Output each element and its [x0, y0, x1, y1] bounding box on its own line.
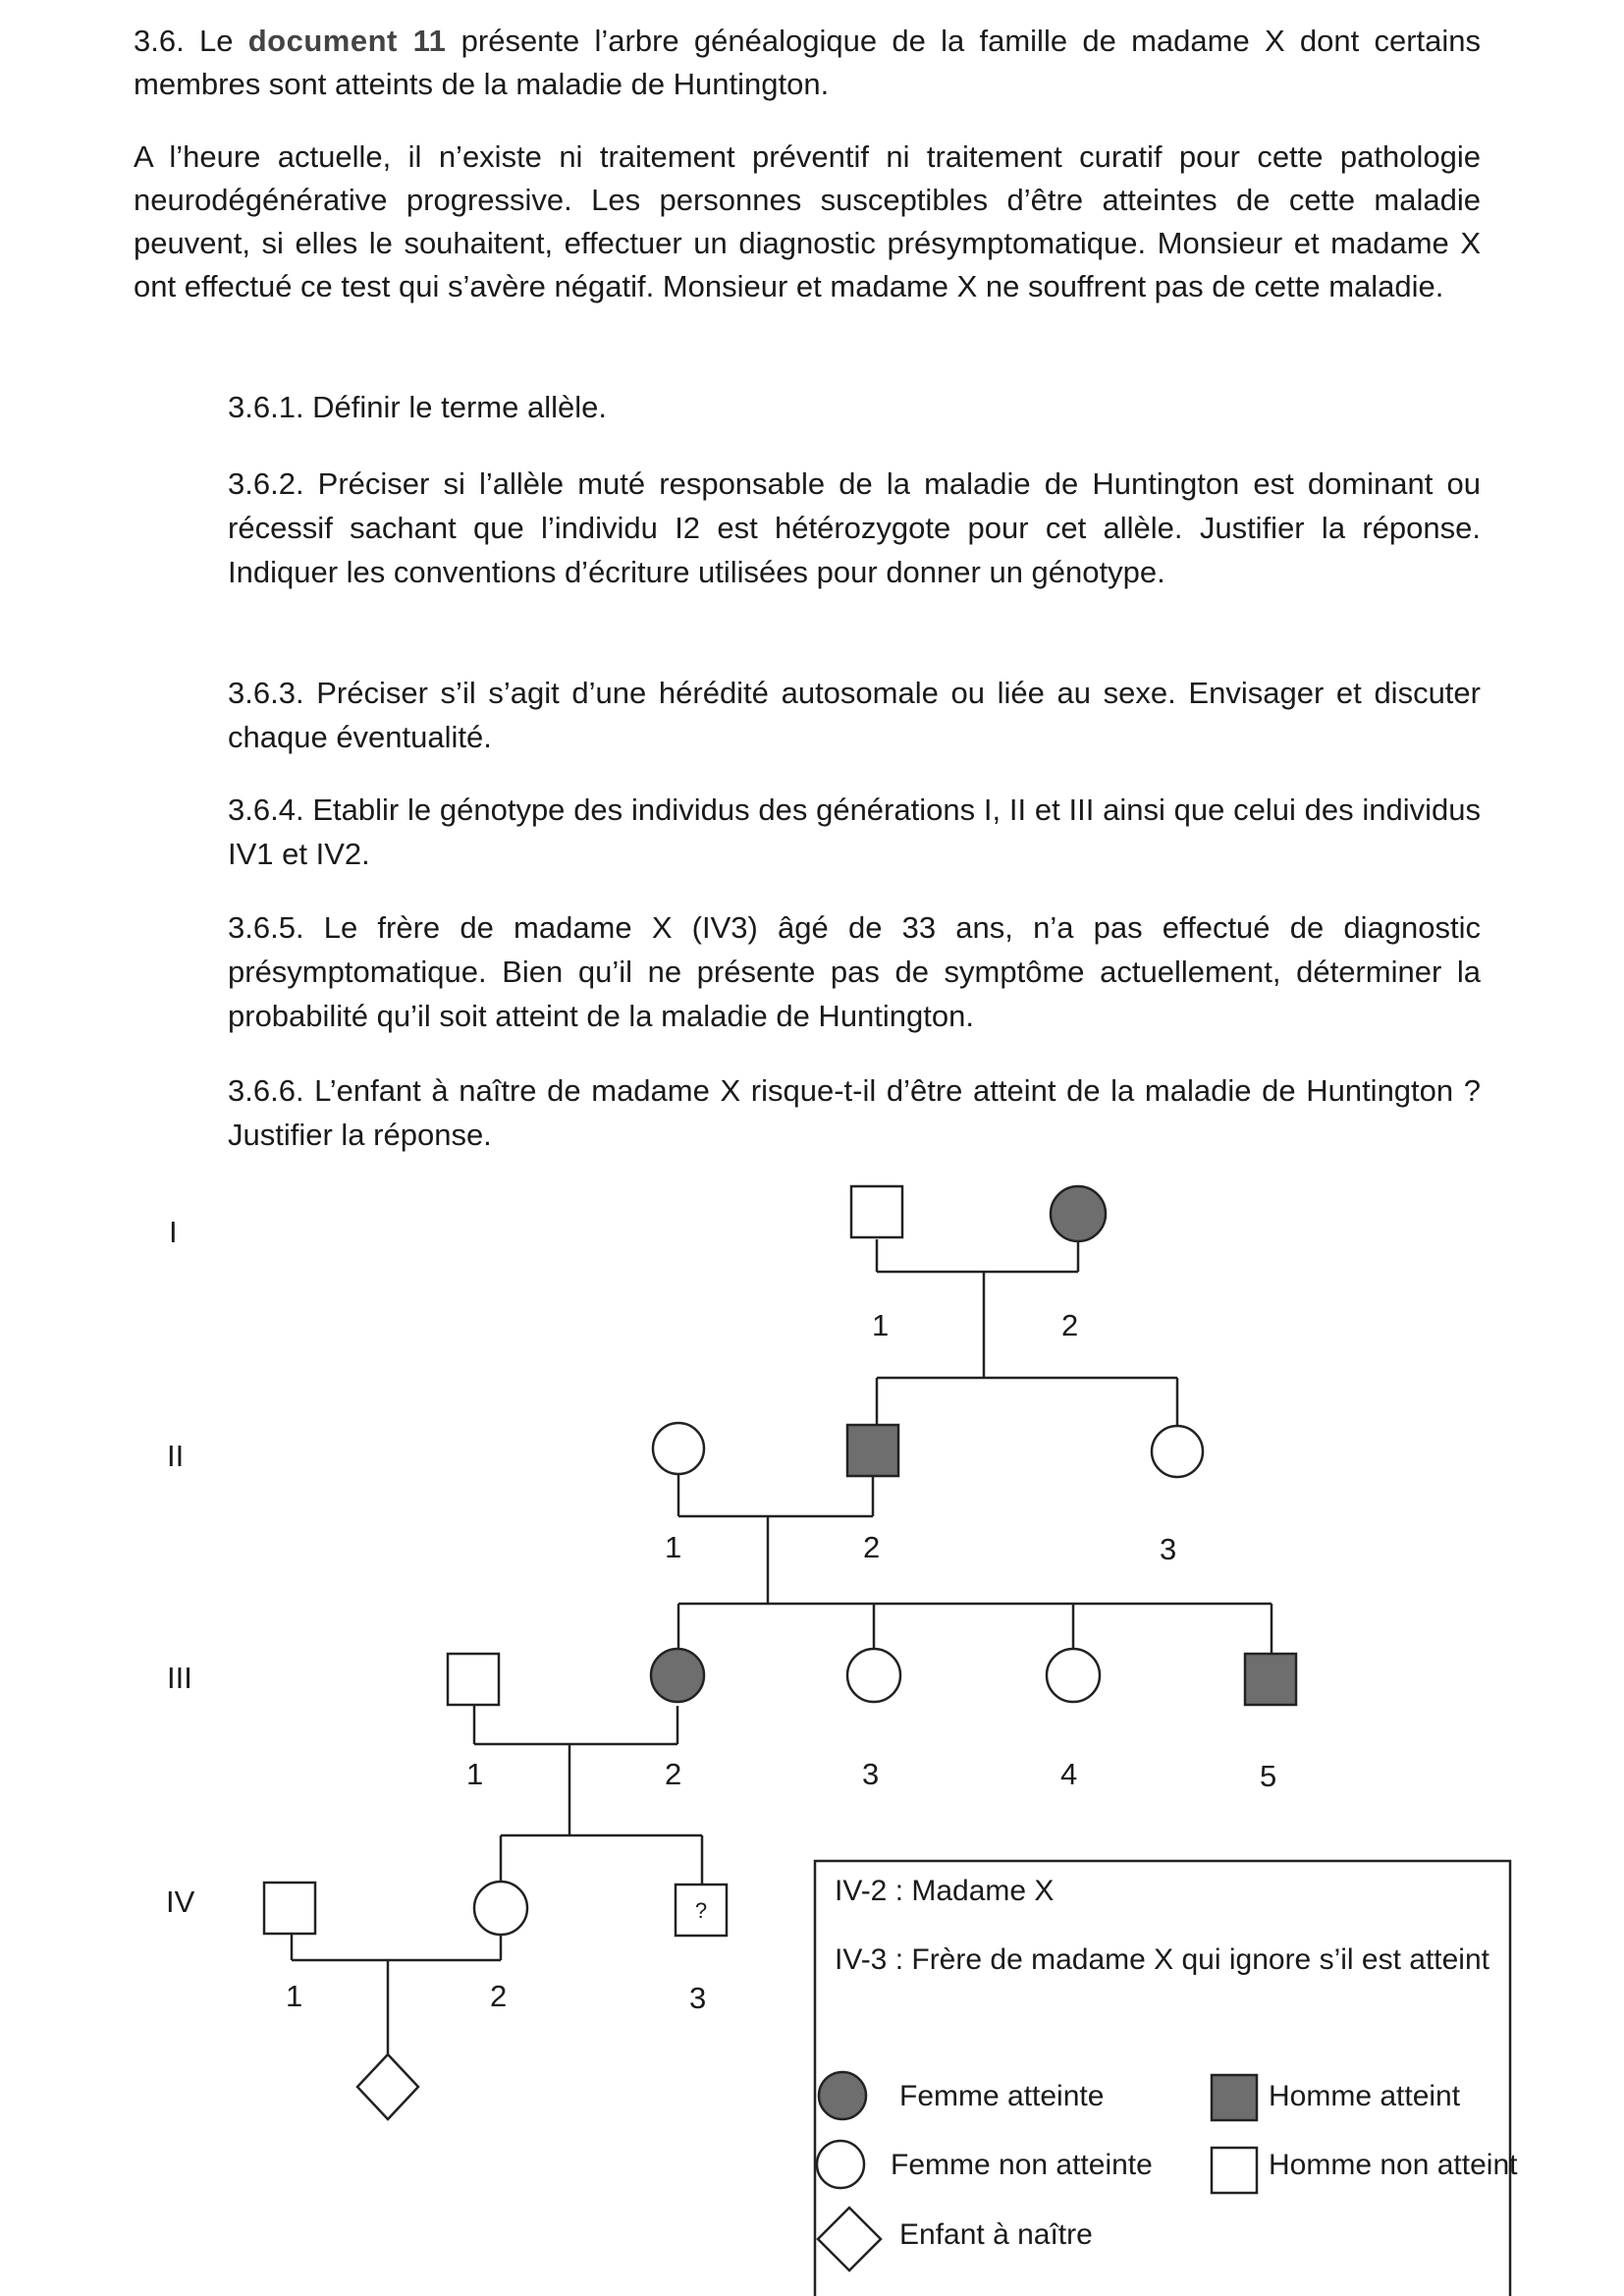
label-IV1: 1 — [286, 1979, 303, 2013]
label-I1: 1 — [872, 1308, 890, 1342]
individual-I2 — [1051, 1186, 1106, 1241]
label-IV3: 3 — [689, 1981, 707, 2015]
individual-II1 — [653, 1423, 704, 1474]
individual-IV2-madame-x — [474, 1882, 527, 1935]
legend-unaffected-female-symbol — [817, 2141, 864, 2188]
individual-III1 — [448, 1654, 499, 1705]
label-III4: 4 — [1060, 1757, 1078, 1791]
label-II3: 3 — [1160, 1532, 1177, 1566]
pedigree-diagram — [0, 1159, 1624, 2296]
generation-label-IV: IV — [166, 1885, 195, 1919]
legend-affected-female-symbol — [819, 2072, 866, 2119]
intro-number: 3.6. Le — [134, 24, 248, 58]
label-III1: 1 — [466, 1757, 484, 1791]
question-3-6-3: 3.6.3. Préciser s’il s’agit d’une hérédité autosomale ou liée au sexe. Envisager et discuter chaque éventualité. — [228, 676, 1481, 754]
legend-box — [815, 1861, 1518, 2296]
legend-affected-male-symbol — [1212, 2075, 1257, 2120]
legend-note-madame-x: IV-2 : Madame X — [835, 1875, 1055, 1907]
generation-label-II: II — [167, 1439, 185, 1473]
label-I2: 2 — [1061, 1308, 1079, 1342]
individual-III4 — [1047, 1649, 1100, 1702]
label-II2: 2 — [863, 1530, 881, 1564]
intro-text: présente l’arbre généalogique de la famille de madame X dont certains membres sont atteints de la maladie de Huntington. — [134, 24, 1482, 101]
question-3-6-5: 3.6.5. Le frère de madame X (IV3) âgé de 33 ans, n’a pas effectué de diagnostic présymptomatique. Bien qu’il ne présente pas de symptôme actuellement, déterminer la probabilité qu’il soit atteint de la maladie de Huntington. — [228, 910, 1481, 1033]
individual-II3 — [1152, 1426, 1203, 1477]
context-paragraph — [134, 136, 1481, 308]
label-III5: 5 — [1260, 1759, 1277, 1793]
document-reference: document 11 — [247, 24, 447, 58]
generation-label-III: III — [167, 1661, 192, 1695]
label-III3: 3 — [862, 1757, 880, 1791]
legend-affected-male-label: Homme atteint — [1269, 2080, 1461, 2112]
individual-III5 — [1245, 1654, 1296, 1705]
individual-III3 — [847, 1649, 900, 1702]
legend-unaffected-female-label: Femme non atteinte — [891, 2149, 1153, 2181]
individual-II2 — [847, 1425, 898, 1476]
label-III2: 2 — [665, 1757, 682, 1791]
question-3-6-4: 3.6.4. Etablir le génotype des individus des générations I, II et III ainsi que celui des individus IV1 et IV2. — [228, 793, 1481, 871]
legend-unaffected-male-symbol — [1212, 2148, 1257, 2193]
legend-unborn-label: Enfant à naître — [899, 2218, 1093, 2251]
individual-I1 — [851, 1186, 902, 1237]
unknown-status-mark: ? — [694, 1898, 708, 1923]
label-IV2: 2 — [490, 1979, 508, 2013]
legend-note-brother: IV-3 : Frère de madame X qui ignore s’il est atteint — [835, 1943, 1489, 1976]
question-3-6-2: 3.6.2. Préciser si l’allèle muté responsable de la maladie de Huntington est dominant ou récessif sachant que l’individu I2 est hétérozygote pour cet allèle. Justifier la réponse. Indiquer les conventions d’écriture utilisées pour donner un génotype. — [228, 466, 1481, 589]
individual-III2 — [651, 1649, 704, 1702]
context-text: A l’heure actuelle, il n’existe ni traitement préventif ni traitement curatif pour cette pathologie neurodégénérative progressive. Les personnes susceptibles d’être atteintes de cette maladie peuvent, si elles le souhaitent, effectuer un diagnostic présymptomatique. Monsieur et madame X ont effectué ce test qui s’avère négatif. Monsieur et madame X ne souffrent pas de cette maladie. — [134, 139, 1481, 303]
individual-IV1 — [264, 1883, 315, 1934]
question-3-6-1: 3.6.1. Définir le terme allèle. — [228, 390, 607, 424]
unborn-child-diamond — [357, 2054, 418, 2119]
legend-unaffected-male-label: Homme non atteint — [1269, 2149, 1518, 2181]
legend-affected-female-label: Femme atteinte — [899, 2080, 1105, 2112]
intro-paragraph — [134, 20, 1481, 106]
label-II1: 1 — [665, 1530, 682, 1564]
generation-label-I: I — [169, 1215, 178, 1249]
question-3-6-6: 3.6.6. L’enfant à naître de madame X risque-t-il d’être atteint de la maladie de Huntington ? Justifier la réponse. — [228, 1073, 1481, 1152]
